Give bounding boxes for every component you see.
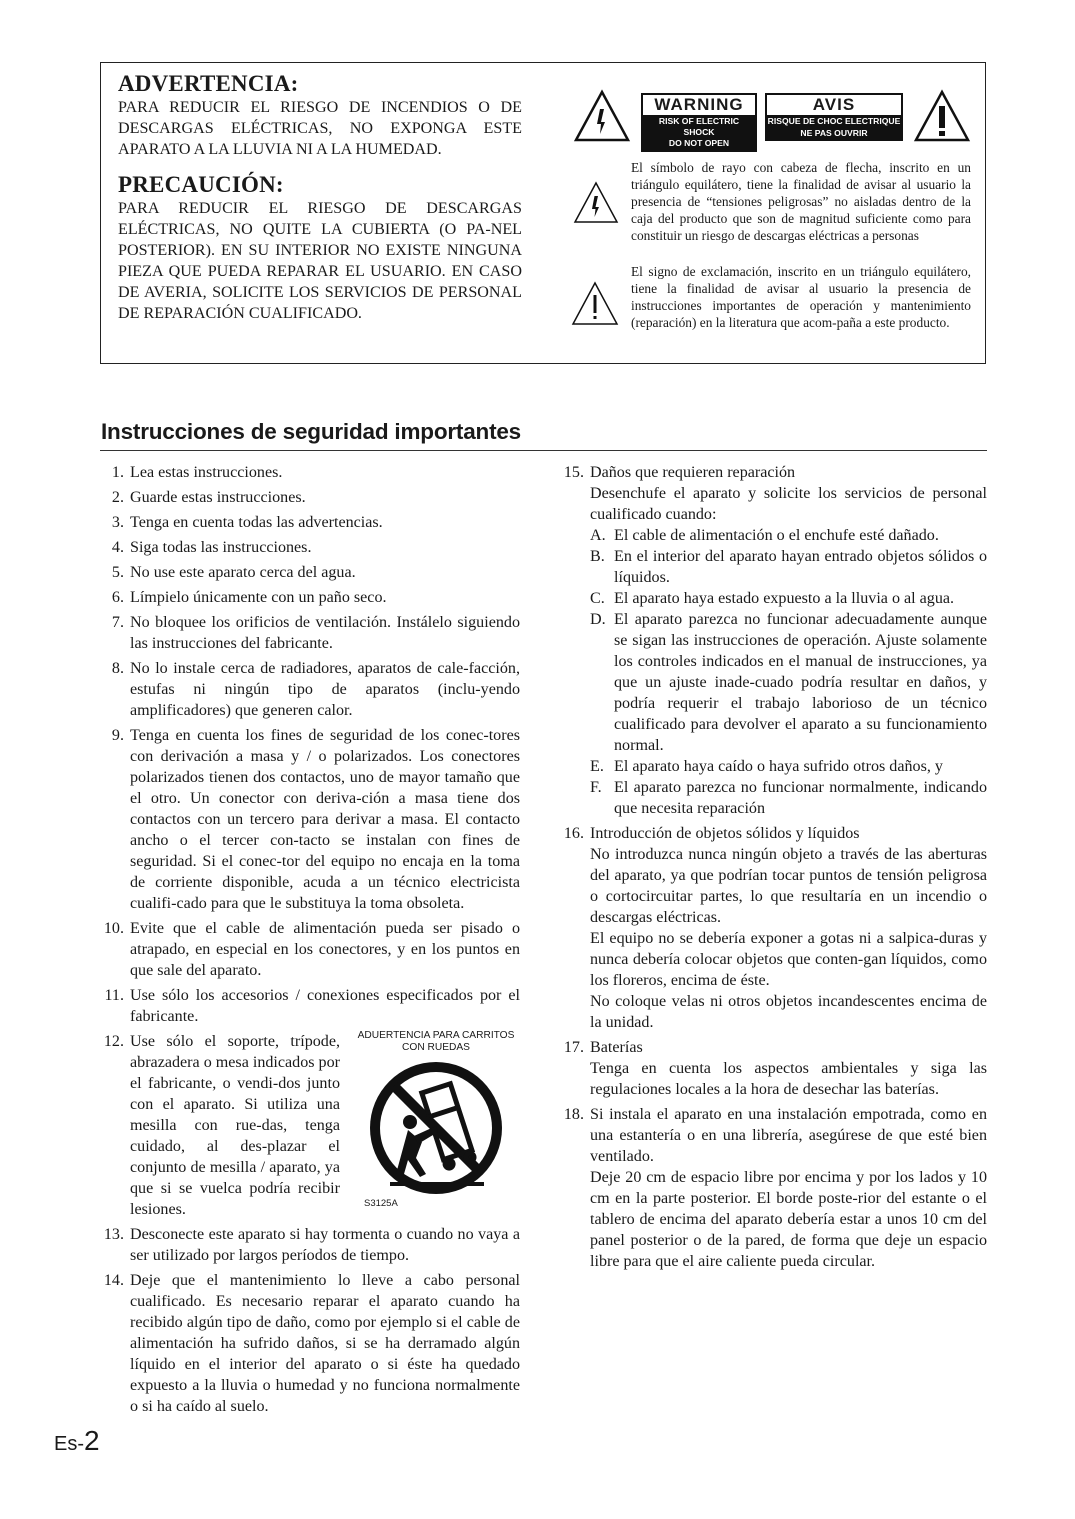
- warning-text-block: [118, 71, 522, 324]
- list-item: [100, 587, 520, 608]
- sub-item: [590, 609, 987, 756]
- item-text: Tenga en cuenta todas las advertencias.: [130, 514, 383, 531]
- section-rule: [100, 450, 987, 451]
- cart-caption-2: CON RUEDAS: [402, 1042, 470, 1053]
- item-number: 16.: [563, 825, 584, 842]
- list-item-16: [560, 823, 987, 1033]
- lightning-triangle-small-icon: [573, 181, 619, 225]
- sub-item-text: El aparato haya estado expuesto a la lluvia o al agua.: [614, 590, 955, 607]
- item-number: 3.: [111, 514, 124, 531]
- sub-item-letter: E.: [590, 758, 604, 775]
- item-number: 5.: [111, 564, 124, 581]
- item-number: 9.: [111, 727, 124, 744]
- item-paragraph: Deje 20 cm de espacio libre por encima y por los lados y 10 cm en la parte posterior. El borde poste-rior del estante o el tablero de encima del aparato debería estar a unos 10 cm del panel posterior o de la pared, de forma que deje un espacio libre para que el aire caliente pueda circular.: [590, 1169, 987, 1270]
- page-number: [54, 1425, 100, 1457]
- right-column: [560, 462, 987, 1276]
- list-item: [100, 612, 520, 654]
- precaucion-title: PRECAUCIÓN:: [118, 172, 284, 197]
- item-paragraph: No introduzca nunca ningún objeto a través de las aberturas del aparato, ya que podrían tocar puntos de tensión peligrosa o cortocircuitar partes, lo que resultaría en un incendio o descargas eléctricas.: [590, 846, 987, 926]
- item-number: 10.: [103, 920, 124, 937]
- sub-item-letter: C.: [590, 590, 605, 607]
- list-item-12: [100, 1031, 520, 1220]
- item-number: 18.: [563, 1106, 584, 1123]
- item-text: No bloquee los orificios de ventilación. Instálelo siguiendo las instrucciones del fabricante.: [130, 614, 520, 652]
- item-title: Baterías: [590, 1039, 643, 1056]
- sub-item-text: El aparato haya caído o haya sufrido otros daños, y: [614, 758, 943, 775]
- sub-item-letter: F.: [590, 779, 602, 796]
- item-text: Siga todas las instrucciones.: [130, 539, 312, 556]
- cart-figure-code: S3125A: [364, 1198, 398, 1209]
- list-item-18: [560, 1104, 987, 1272]
- lightning-triangle-icon: [573, 89, 631, 143]
- list-item: [100, 658, 520, 721]
- sub-item-letter: B.: [590, 548, 605, 565]
- avis-sign-title: AVIS: [812, 95, 856, 114]
- item-title: Daños que requieren reparación: [590, 464, 796, 481]
- cart-tipover-icon: [354, 1056, 518, 1206]
- sub-item: [590, 588, 987, 609]
- item-number: 7.: [111, 614, 124, 631]
- list-item: [100, 512, 520, 533]
- item-number: 17.: [563, 1039, 584, 1056]
- item-text: No lo instale cerca de radiadores, aparatos de cale-facción, estufas ni ningún tipo de aparatos (inclu-yendo amplificadores) que generen calor.: [130, 660, 520, 719]
- warning-sign-title: WARNING: [654, 95, 744, 114]
- sub-item-text: El cable de alimentación o el enchufe esté dañado.: [614, 527, 939, 544]
- cart-caption-1: ADUERTENCIA PARA CARRITOS: [357, 1030, 515, 1041]
- list-item: [100, 725, 520, 914]
- left-item-list: [100, 462, 520, 1027]
- sub-item: [590, 777, 987, 819]
- item-text: Límpielo únicamente con un paño seco.: [130, 589, 387, 606]
- item-text: Tenga en cuenta los fines de seguridad de los conec-tores con derivación a masa y / o polarizados. Los conectores polarizados tienen dos contactos, uno de mayor tamaño que el otro. Un conector con deriva-ción a masa tiene dos contactos con un tercero para derivar a masa. El contacto ancho o el tercer con-tacto se instalan con fines de seguridad. Si el conec-tor del equipo no encaja en la toma de corriente disponible, acuda a un técnico electricista cualifi-cado para que le substituya la toma obsoleta.: [130, 727, 520, 912]
- list-item: [100, 985, 520, 1027]
- item-text: Use sólo el soporte, trípode, abrazadera o mesa indicados por el fabricante, o vendi-dos junto con el aparato. Si utiliza una mesilla con rue-das, tenga cuidado, al des-plazar el conjunto de mesilla / aparato, ya que si se vuelca podría recibir lesiones.: [130, 1033, 341, 1218]
- avis-sign-line-1: RISQUE DE CHOC ELECTRIQUE: [767, 116, 901, 126]
- item-text: Lea estas instrucciones.: [130, 464, 283, 481]
- item-number: 4.: [111, 539, 124, 556]
- sub-item: [590, 525, 987, 546]
- section-title: Instrucciones de seguridad importantes: [101, 419, 521, 444]
- page-number-value: 2: [84, 1425, 100, 1456]
- list-item: [100, 918, 520, 981]
- exclamation-description: El signo de exclamación, inscrito en un triángulo equilátero, tiene la finalidad de avisar al usuario la presencia de instrucciones importantes de operación y mantenimiento (reparación) en la literatura que acom-paña a este producto.: [631, 264, 971, 330]
- item-text: Deje que el mantenimiento lo lleve a cabo personal cualificado. Es necesario reparar el aparato cuando ha recibido algún tipo de daño, como por ejemplo si el cable de alimentación ha sufrido daños, si se ha derramado algún líquido en el interior del aparato o si éste ha quedado expuesto a la lluvia o humedad y no funciona normalmente o si ha caído al suelo.: [130, 1272, 520, 1415]
- sub-item-letter: D.: [590, 611, 606, 628]
- item-number: 1.: [111, 464, 124, 481]
- list-item-15: [560, 462, 987, 819]
- precaucion-text: PARA REDUCIR EL RIESGO DE DESCARGAS ELÉCTRICAS, NO QUITE LA CUBIERTA (O PA-NEL POSTERIOR). EN SU INTERIOR NO EXISTE NINGUNA PIEZA QUE PUEDA REPARAR EL USUARIO. EN CASO DE AVERIA, SOLICITE LOS SERVICIOS DE PERSONAL DE REPARACIÓN CUALIFICADO.: [118, 200, 522, 322]
- sub-item-text: El aparato parezca no funcionar adecuadamente aunque se sigan las instrucciones de operación. Ajuste solamente los controles indicados en el manual de instrucciones, ya que un ajuste inade-cuado podría resultar en daños, y podría requerir el trabajo laborioso de un técnico cualificado para devolver el aparato a su funcionamiento normal.: [614, 611, 987, 754]
- avis-sign-line-2: NE PAS OUVRIR: [767, 127, 901, 140]
- cart-warning-figure: [354, 1030, 518, 1216]
- exclamation-triangle-icon: [913, 89, 971, 143]
- advertencia-title: ADVERTENCIA:: [118, 71, 299, 96]
- list-item: [100, 1224, 520, 1266]
- item-paragraph: No coloque velas ni otros objetos incandescentes encima de la unidad.: [590, 993, 987, 1031]
- item-number: 6.: [111, 589, 124, 606]
- item-number: 15.: [563, 464, 584, 481]
- advertencia-text: PARA REDUCIR EL RIESGO DE INCENDIOS O DE DESCARGAS ELÉCTRICAS, NO EXPONGA ESTE APARATO A LA LLUVIA NI A LA HUMEDAD.: [118, 99, 522, 158]
- item-number: 8.: [111, 660, 124, 677]
- warning-signs-row: [573, 89, 963, 149]
- list-item: [100, 562, 520, 583]
- sub-item-text: En el interior del aparato hayan entrado objetos sólidos o líquidos.: [614, 548, 987, 586]
- exclamation-triangle-small-icon: [571, 281, 619, 327]
- sub-item-letter: A.: [590, 527, 606, 544]
- item-text: Evite que el cable de alimentación pueda ser pisado o atrapado, en especial en los conectores, y en los puntos en que sale del aparato.: [130, 920, 520, 979]
- warning-sign-line-1: RISK OF ELECTRIC SHOCK: [643, 115, 755, 138]
- list-item-17: [560, 1037, 987, 1100]
- left-item-list-after: [100, 1224, 520, 1417]
- warning-box: [100, 62, 986, 364]
- item-paragraph: Tenga en cuenta los aspectos ambientales y siga las regulaciones locales a la hora de desechar las baterías.: [590, 1060, 987, 1098]
- item-number: 14.: [103, 1272, 124, 1289]
- item-paragraph: El equipo no se debería exponer a gotas ni a salpica-duras y nunca debería colocar objetos que conten-gan líquidos, como los floreros, encima de éste.: [590, 930, 987, 989]
- sub-item-list: [590, 525, 987, 819]
- item-text: Guarde estas instrucciones.: [130, 489, 306, 506]
- lightning-description: El símbolo de rayo con cabeza de flecha, inscrito en un triángulo equilátero, tiene la finalidad de avisar al usuario la presencia de “tensiones peligrosas” no aisladas dentro de la caja del producto que son de magnitud suficiente como para constituir un riesgo de descargas eléctricas a personas: [631, 160, 971, 243]
- avis-sign: [765, 93, 903, 141]
- item-intro: Desenchufe el aparato y solicite los servicios de personal cualificado cuando:: [590, 485, 987, 523]
- item-text: Use sólo los accesorios / conexiones especificados por el fabricante.: [130, 987, 520, 1025]
- item-number: 11.: [104, 987, 124, 1004]
- item-number: 12.: [103, 1033, 124, 1050]
- item-number: 2.: [111, 489, 124, 506]
- sub-item: [590, 546, 987, 588]
- list-item: [100, 462, 520, 483]
- list-item: [100, 1270, 520, 1417]
- left-column: [100, 462, 520, 1421]
- warning-sign-line-2: DO NOT OPEN: [643, 137, 755, 150]
- page-number-prefix: Es-: [54, 1433, 84, 1455]
- item-text: No use este aparato cerca del agua.: [130, 564, 356, 581]
- item-paragraph: Si instala el aparato en una instalación empotrada, como en una estantería o en una librería, asegúrese de que esté bien ventilado.: [590, 1106, 987, 1165]
- list-item: [100, 537, 520, 558]
- sub-item-text: El aparato parezca no funcionar normalmente, indicando que necesita reparación: [614, 779, 987, 817]
- warning-sign: [641, 93, 757, 152]
- sub-item: [590, 756, 987, 777]
- item-number: 13.: [103, 1226, 124, 1243]
- item-title: Introducción de objetos sólidos y líquidos: [590, 825, 860, 842]
- list-item: [100, 487, 520, 508]
- item-text: Desconecte este aparato si hay tormenta o cuando no vaya a ser utilizado por largos períodos de tiempo.: [130, 1226, 520, 1264]
